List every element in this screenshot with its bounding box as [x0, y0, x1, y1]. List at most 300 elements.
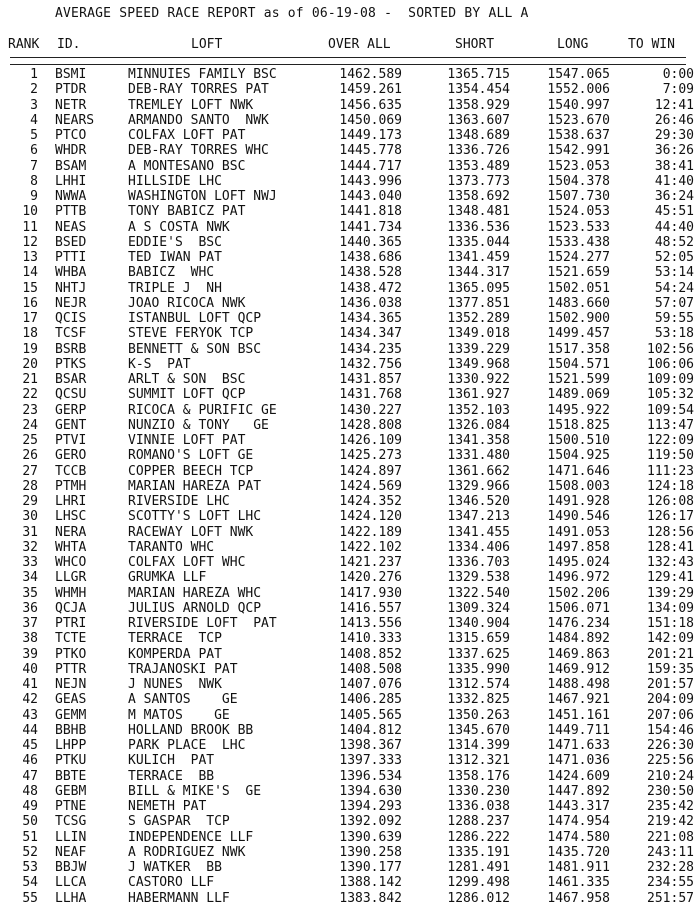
towin-cell: 105:32 [647, 387, 694, 403]
overall-cell: 1456.635 [339, 97, 402, 113]
towin-cell: 122:09 [647, 433, 694, 448]
loft-cell: COLFAX LOFT PAT [128, 128, 246, 143]
loft-cell: SCOTTY'S LOFT LHC [128, 509, 262, 525]
id-cell: NEAS [55, 219, 87, 235]
towin-cell: 234:55 [647, 875, 694, 891]
loft-cell: WASHINGTON LOFT NWJ [128, 189, 277, 204]
long-cell: 1443.317 [547, 799, 610, 814]
overall-cell: 1396.534 [339, 768, 402, 784]
loft-cell: RIVERSIDE LOFT PAT [128, 616, 277, 631]
id-cell: GENT [55, 417, 87, 433]
id-cell: PTTB [55, 204, 87, 220]
id-cell: BBHB [55, 722, 87, 738]
rank-cell: 54 [22, 875, 38, 891]
short-cell: 1361.927 [447, 387, 510, 403]
short-cell: 1344.317 [447, 265, 510, 281]
short-cell: 1286.012 [447, 890, 510, 906]
long-cell: 1476.234 [547, 616, 610, 631]
short-cell: 1288.237 [447, 814, 510, 830]
loft-cell: TRIPLE J NH [128, 280, 222, 296]
overall-cell: 1413.556 [339, 616, 402, 631]
long-cell: 1507.730 [547, 189, 610, 204]
overall-cell: 1408.852 [339, 646, 402, 662]
short-cell: 1332.825 [447, 692, 510, 708]
loft-cell: TONY BABICZ PAT [128, 204, 246, 220]
rank-cell: 47 [22, 768, 38, 784]
short-cell: 1349.968 [447, 356, 510, 372]
id-cell: BSRB [55, 341, 87, 357]
rank-cell: 34 [22, 570, 38, 586]
report-title: AVERAGE SPEED RACE REPORT as of 06-19-08 - SORTED BY ALL A [55, 6, 529, 21]
loft-cell: TERRACE TCP [128, 631, 222, 647]
loft-cell: TERRACE BB [128, 768, 215, 784]
towin-cell: 38:41 [654, 158, 694, 174]
id-cell: PTMH [55, 478, 87, 494]
overall-cell: 1417.930 [339, 585, 402, 601]
long-cell: 1523.053 [547, 158, 610, 174]
overall-cell: 1394.630 [339, 783, 402, 799]
id-cell: NEJR [55, 295, 87, 311]
towin-cell: 109:54 [647, 402, 694, 418]
towin-cell: 29:30 [654, 128, 694, 143]
id-cell: PTTI [55, 250, 87, 265]
rank-cell: 43 [22, 707, 38, 723]
rank-cell: 4 [30, 112, 38, 128]
short-cell: 1326.084 [447, 417, 510, 433]
rank-cell: 31 [22, 524, 38, 540]
loft-cell: A MONTESANO BSC [128, 158, 246, 174]
towin-cell: 230:50 [647, 783, 694, 799]
long-cell: 1471.633 [547, 738, 610, 753]
overall-cell: 1436.038 [339, 295, 402, 311]
id-cell: WHDR [55, 143, 87, 159]
long-cell: 1521.599 [547, 372, 610, 387]
id-cell: PTKO [55, 646, 87, 662]
overall-cell: 1416.557 [339, 600, 402, 616]
short-cell: 1315.659 [447, 631, 510, 647]
short-cell: 1309.324 [447, 600, 510, 616]
rank-cell: 36 [22, 600, 38, 616]
id-cell: LHPP [55, 738, 87, 753]
header-long: LONG [557, 37, 589, 52]
short-cell: 1330.230 [447, 783, 510, 799]
rank-cell: 15 [22, 280, 38, 296]
overall-cell: 1422.189 [339, 524, 402, 540]
towin-cell: 36:26 [654, 143, 694, 159]
loft-cell: CASTORO LLF [128, 875, 215, 891]
id-cell: NERA [55, 524, 87, 540]
header-overall: OVER ALL [328, 37, 391, 52]
long-cell: 1484.892 [547, 631, 610, 647]
towin-cell: 132:43 [647, 555, 694, 570]
loft-cell: BENNETT & SON BSC [128, 341, 262, 357]
towin-cell: 26:46 [654, 112, 694, 128]
short-cell: 1329.538 [447, 570, 510, 586]
loft-cell: BABICZ WHC [128, 265, 215, 281]
overall-cell: 1438.528 [339, 265, 402, 281]
long-cell: 1502.051 [547, 280, 610, 296]
towin-cell: 113:47 [647, 417, 694, 433]
short-cell: 1339.229 [447, 341, 510, 357]
loft-cell: TARANTO WHC [128, 539, 215, 555]
long-cell: 1483.660 [547, 295, 610, 311]
long-cell: 1499.457 [547, 326, 610, 342]
loft-cell: A SANTOS GE [128, 692, 238, 708]
id-cell: PTNE [55, 799, 87, 814]
loft-cell: M MATOS GE [128, 707, 230, 723]
long-cell: 1540.997 [547, 97, 610, 113]
loft-cell: COLFAX LOFT WHC [128, 555, 246, 570]
loft-cell: DEB-RAY TORRES WHC [128, 143, 269, 159]
overall-cell: 1424.897 [339, 463, 402, 479]
rank-cell: 42 [22, 692, 38, 708]
towin-cell: 126:17 [647, 509, 694, 525]
id-cell: NWWA [55, 189, 87, 204]
towin-cell: 243:11 [647, 844, 694, 860]
long-cell: 1467.921 [547, 692, 610, 708]
loft-cell: A S COSTA NWK [128, 219, 230, 235]
towin-cell: 128:56 [647, 524, 694, 540]
id-cell: NEJN [55, 677, 87, 692]
short-cell: 1322.540 [447, 585, 510, 601]
rank-cell: 49 [22, 799, 38, 814]
overall-cell: 1443.996 [339, 173, 402, 189]
header-rank: RANK [8, 37, 40, 52]
towin-cell: 109:09 [647, 372, 694, 387]
rank-cell: 13 [22, 250, 38, 265]
loft-cell: JULIUS ARNOLD QCP [128, 600, 262, 616]
loft-cell: DEB-RAY TORRES PAT [128, 82, 269, 98]
towin-cell: 7:09 [662, 82, 694, 98]
towin-cell: 54:24 [654, 280, 694, 296]
overall-cell: 1390.177 [339, 860, 402, 875]
long-cell: 1491.053 [547, 524, 610, 540]
overall-cell: 1407.076 [339, 677, 402, 692]
overall-cell: 1440.365 [339, 234, 402, 250]
loft-cell: VINNIE LOFT PAT [128, 433, 246, 448]
towin-cell: 126:08 [647, 494, 694, 509]
overall-cell: 1422.102 [339, 539, 402, 555]
short-cell: 1336.038 [447, 799, 510, 814]
rank-cell: 14 [22, 265, 38, 281]
rank-cell: 37 [22, 616, 38, 631]
long-cell: 1469.912 [547, 661, 610, 677]
rank-cell: 24 [22, 417, 38, 433]
long-cell: 1474.580 [547, 829, 610, 845]
loft-cell: STEVE FERYOK TCP [128, 326, 254, 342]
overall-cell: 1424.352 [339, 494, 402, 509]
short-cell: 1347.213 [447, 509, 510, 525]
rank-cell: 8 [30, 173, 38, 189]
rank-cell: 2 [30, 82, 38, 98]
towin-cell: 201:57 [647, 677, 694, 692]
towin-cell: 106:06 [647, 356, 694, 372]
id-cell: WHCO [55, 555, 87, 570]
rank-cell: 18 [22, 326, 38, 342]
id-cell: BSAR [55, 372, 87, 387]
rank-cell: 10 [22, 204, 38, 220]
short-cell: 1365.095 [447, 280, 510, 296]
long-cell: 1538.637 [547, 128, 610, 143]
overall-cell: 1432.756 [339, 356, 402, 372]
rank-cell: 20 [22, 356, 38, 372]
short-cell: 1329.966 [447, 478, 510, 494]
long-cell: 1495.922 [547, 402, 610, 418]
rank-cell: 9 [30, 189, 38, 204]
id-cell: PTVI [55, 433, 87, 448]
towin-cell: 207:06 [647, 707, 694, 723]
short-cell: 1353.489 [447, 158, 510, 174]
long-cell: 1496.972 [547, 570, 610, 586]
header-towin: TO WIN [628, 37, 675, 52]
short-cell: 1350.263 [447, 707, 510, 723]
id-cell: GEMM [55, 707, 87, 723]
towin-cell: 154:46 [647, 722, 694, 738]
rank-cell: 16 [22, 295, 38, 311]
loft-cell: TED IWAN PAT [128, 250, 222, 265]
overall-cell: 1426.109 [339, 433, 402, 448]
loft-cell: TREMLEY LOFT NWK [128, 97, 254, 113]
towin-cell: 128:41 [647, 539, 694, 555]
loft-cell: HILLSIDE LHC [128, 173, 222, 189]
rank-cell: 29 [22, 494, 38, 509]
loft-cell: RICOCA & PURIFIC GE [128, 402, 277, 418]
towin-cell: 139:29 [647, 585, 694, 601]
rank-cell: 52 [22, 844, 38, 860]
id-cell: GERO [55, 448, 87, 464]
loft-cell: J NUNES NWK [128, 677, 222, 692]
short-cell: 1314.399 [447, 738, 510, 753]
long-cell: 1504.571 [547, 356, 610, 372]
header-id: ID. [57, 37, 81, 52]
long-cell: 1447.892 [547, 783, 610, 799]
towin-cell: 119:50 [647, 448, 694, 464]
long-cell: 1471.646 [547, 463, 610, 479]
long-cell: 1508.003 [547, 478, 610, 494]
long-cell: 1435.720 [547, 844, 610, 860]
overall-cell: 1462.589 [339, 67, 402, 82]
rank-cell: 27 [22, 463, 38, 479]
towin-cell: 219:42 [647, 814, 694, 830]
overall-cell: 1441.734 [339, 219, 402, 235]
id-cell: LHRI [55, 494, 87, 509]
loft-cell: J WATKER BB [128, 860, 222, 875]
overall-cell: 1428.808 [339, 417, 402, 433]
id-cell: WHTA [55, 539, 87, 555]
towin-cell: 52:05 [654, 250, 694, 265]
short-cell: 1361.662 [447, 463, 510, 479]
overall-cell: 1430.227 [339, 402, 402, 418]
long-cell: 1524.277 [547, 250, 610, 265]
overall-cell: 1397.333 [339, 753, 402, 769]
towin-cell: 235:42 [647, 799, 694, 814]
rank-cell: 30 [22, 509, 38, 525]
rank-cell: 51 [22, 829, 38, 845]
rank-cell: 7 [30, 158, 38, 174]
loft-cell: A RODRIGUEZ NWK [128, 844, 246, 860]
rank-cell: 6 [30, 143, 38, 159]
towin-cell: 129:41 [647, 570, 694, 586]
overall-cell: 1434.235 [339, 341, 402, 357]
overall-cell: 1431.857 [339, 372, 402, 387]
id-cell: QCSU [55, 387, 87, 403]
rank-cell: 45 [22, 738, 38, 753]
overall-cell: 1390.258 [339, 844, 402, 860]
short-cell: 1330.922 [447, 372, 510, 387]
long-cell: 1491.928 [547, 494, 610, 509]
long-cell: 1552.006 [547, 82, 610, 98]
id-cell: BBTE [55, 768, 87, 784]
short-cell: 1373.773 [447, 173, 510, 189]
towin-cell: 41:40 [654, 173, 694, 189]
short-cell: 1354.454 [447, 82, 510, 98]
overall-cell: 1420.276 [339, 570, 402, 586]
loft-cell: JOAO RICOCA NWK [128, 295, 246, 311]
rank-cell: 46 [22, 753, 38, 769]
long-cell: 1481.911 [547, 860, 610, 875]
loft-cell: MINNUIES FAMILY BSC [128, 67, 277, 82]
towin-cell: 201:21 [647, 646, 694, 662]
long-cell: 1469.863 [547, 646, 610, 662]
loft-cell: KOMPERDA PAT [128, 646, 222, 662]
overall-cell: 1450.069 [339, 112, 402, 128]
long-cell: 1497.858 [547, 539, 610, 555]
overall-cell: 1406.285 [339, 692, 402, 708]
overall-cell: 1424.569 [339, 478, 402, 494]
id-cell: PTCO [55, 128, 87, 143]
loft-cell: HABERMANN LLF [128, 890, 230, 906]
rank-cell: 40 [22, 661, 38, 677]
loft-cell: COPPER BEECH TCP [128, 463, 254, 479]
id-cell: GEAS [55, 692, 87, 708]
short-cell: 1341.358 [447, 433, 510, 448]
rank-cell: 3 [30, 97, 38, 113]
rank-cell: 28 [22, 478, 38, 494]
overall-cell: 1410.333 [339, 631, 402, 647]
short-cell: 1348.689 [447, 128, 510, 143]
long-cell: 1461.335 [547, 875, 610, 891]
short-cell: 1331.480 [447, 448, 510, 464]
loft-cell: KULICH PAT [128, 753, 215, 769]
overall-cell: 1431.768 [339, 387, 402, 403]
loft-cell: BILL & MIKE'S GE [128, 783, 262, 799]
short-cell: 1341.455 [447, 524, 510, 540]
short-cell: 1345.670 [447, 722, 510, 738]
loft-cell: RACEWAY LOFT NWK [128, 524, 254, 540]
short-cell: 1340.904 [447, 616, 510, 631]
rank-cell: 33 [22, 555, 38, 570]
long-cell: 1518.825 [547, 417, 610, 433]
overall-cell: 1434.347 [339, 326, 402, 342]
overall-cell: 1438.686 [339, 250, 402, 265]
short-cell: 1281.491 [447, 860, 510, 875]
overall-cell: 1390.639 [339, 829, 402, 845]
id-cell: PTKU [55, 753, 87, 769]
id-cell: TCSF [55, 326, 87, 342]
id-cell: WHMH [55, 585, 87, 601]
long-cell: 1506.071 [547, 600, 610, 616]
id-cell: PTTR [55, 661, 87, 677]
id-cell: NETR [55, 97, 87, 113]
rank-cell: 32 [22, 539, 38, 555]
id-cell: NHTJ [55, 280, 87, 296]
long-cell: 1517.358 [547, 341, 610, 357]
long-cell: 1502.900 [547, 311, 610, 326]
overall-cell: 1388.142 [339, 875, 402, 891]
loft-cell: NEMETH PAT [128, 799, 207, 814]
id-cell: BBJW [55, 860, 87, 875]
loft-cell: PARK PLACE LHC [128, 738, 246, 753]
short-cell: 1336.726 [447, 143, 510, 159]
overall-cell: 1405.565 [339, 707, 402, 723]
short-cell: 1312.574 [447, 677, 510, 692]
long-cell: 1542.991 [547, 143, 610, 159]
long-cell: 1424.609 [547, 768, 610, 784]
rank-cell: 48 [22, 783, 38, 799]
id-cell: LLHA [55, 890, 87, 906]
overall-cell: 1398.367 [339, 738, 402, 753]
overall-cell: 1444.717 [339, 158, 402, 174]
id-cell: GEBM [55, 783, 87, 799]
towin-cell: 48:52 [654, 234, 694, 250]
overall-cell: 1443.040 [339, 189, 402, 204]
id-cell: LHHI [55, 173, 87, 189]
rank-cell: 55 [22, 890, 38, 906]
short-cell: 1337.625 [447, 646, 510, 662]
towin-cell: 12:41 [654, 97, 694, 113]
towin-cell: 57:07 [654, 295, 694, 311]
towin-cell: 221:08 [647, 829, 694, 845]
long-cell: 1451.161 [547, 707, 610, 723]
short-cell: 1341.459 [447, 250, 510, 265]
loft-cell: ROMANO'S LOFT GE [128, 448, 254, 464]
id-cell: BSMI [55, 67, 87, 82]
short-cell: 1349.018 [447, 326, 510, 342]
overall-cell: 1445.778 [339, 143, 402, 159]
overall-cell: 1394.293 [339, 799, 402, 814]
long-cell: 1495.024 [547, 555, 610, 570]
towin-cell: 210:24 [647, 768, 694, 784]
short-cell: 1363.607 [447, 112, 510, 128]
short-cell: 1365.715 [447, 67, 510, 82]
loft-cell: HOLLAND BROOK BB [128, 722, 254, 738]
rank-cell: 19 [22, 341, 38, 357]
towin-cell: 232:28 [647, 860, 694, 875]
long-cell: 1523.670 [547, 112, 610, 128]
overall-cell: 1459.261 [339, 82, 402, 98]
long-cell: 1504.378 [547, 173, 610, 189]
rank-cell: 50 [22, 814, 38, 830]
loft-cell: MARIAN HAREZA PAT [128, 478, 262, 494]
overall-cell: 1392.092 [339, 814, 402, 830]
long-cell: 1547.065 [547, 67, 610, 82]
header-rule [10, 57, 686, 65]
header-loft: LOFT [191, 37, 223, 52]
id-cell: LLGR [55, 570, 87, 586]
towin-cell: 134:09 [647, 600, 694, 616]
rank-cell: 39 [22, 646, 38, 662]
overall-cell: 1449.173 [339, 128, 402, 143]
rank-cell: 11 [22, 219, 38, 235]
long-cell: 1474.954 [547, 814, 610, 830]
loft-cell: EDDIE'S BSC [128, 234, 222, 250]
id-cell: GERP [55, 402, 87, 418]
short-cell: 1335.191 [447, 844, 510, 860]
short-cell: 1336.536 [447, 219, 510, 235]
rank-cell: 25 [22, 433, 38, 448]
overall-cell: 1404.812 [339, 722, 402, 738]
loft-cell: SUMMIT LOFT QCP [128, 387, 246, 403]
